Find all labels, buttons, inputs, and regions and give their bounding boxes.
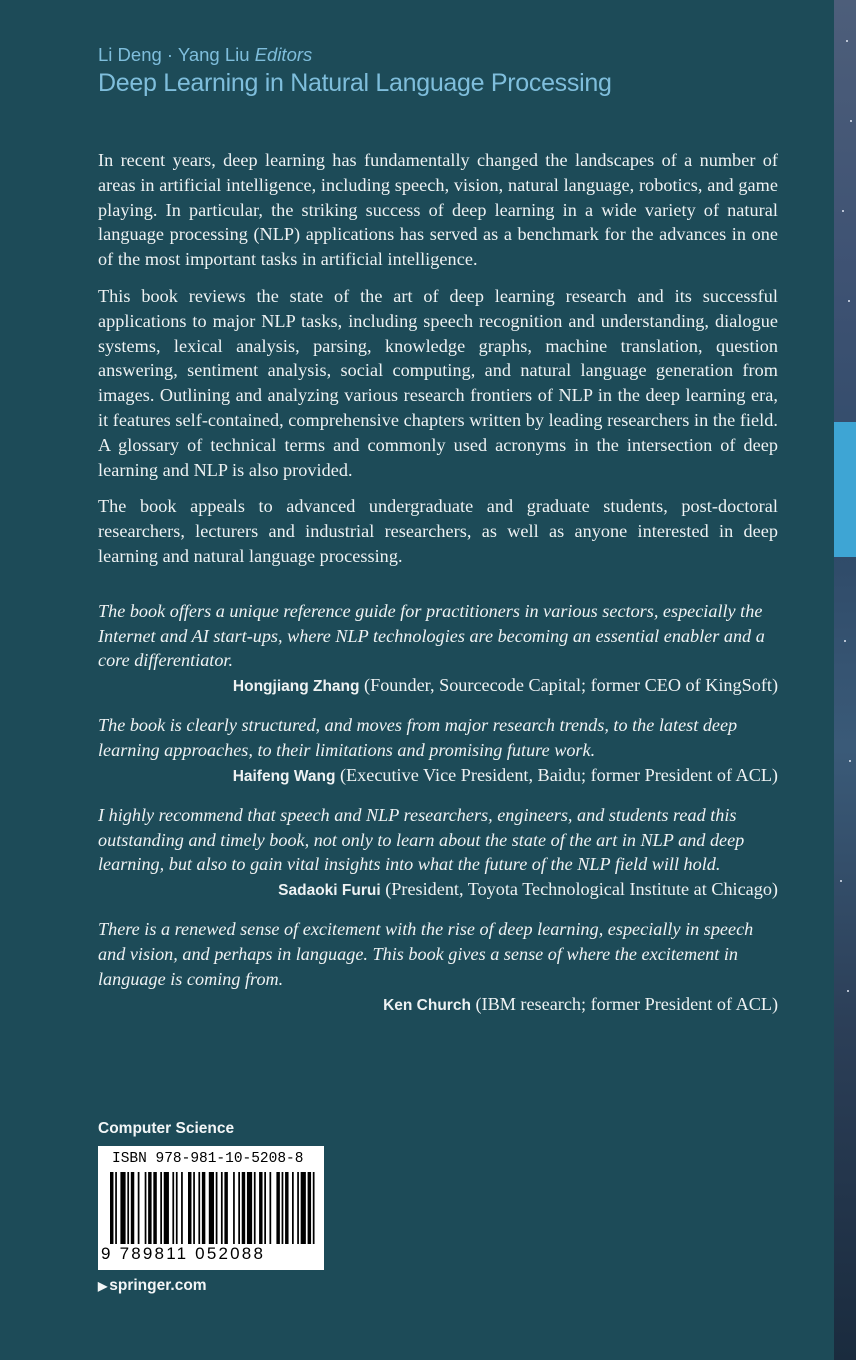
barcode-bar bbox=[148, 1172, 151, 1244]
barcode-box bbox=[98, 1146, 324, 1270]
editor-names: Li Deng · Yang Liu bbox=[98, 44, 250, 65]
star bbox=[842, 210, 844, 212]
barcode-bar bbox=[120, 1172, 125, 1244]
endorser-name: Hongjiang Zhang bbox=[232, 678, 360, 696]
barcode-bar bbox=[254, 1172, 256, 1244]
star bbox=[840, 880, 842, 882]
star bbox=[847, 990, 849, 992]
endorser-affiliation: (IBM research; former President of ACL) bbox=[475, 993, 778, 1014]
barcode-bar bbox=[242, 1172, 245, 1244]
barcode-bar bbox=[172, 1172, 174, 1244]
endorsement bbox=[98, 917, 778, 1017]
barcode-bar bbox=[153, 1172, 156, 1244]
barcode-bar bbox=[160, 1172, 162, 1244]
barcode-bar bbox=[127, 1172, 129, 1244]
star bbox=[850, 120, 852, 122]
endorser-name: Ken Church bbox=[383, 996, 471, 1014]
website-text: springer.com bbox=[109, 1277, 207, 1294]
barcode-bar bbox=[209, 1172, 214, 1244]
barcode-bar bbox=[269, 1172, 271, 1244]
endorsement-text: There is a renewed sense of excitement with the rise of deep learning, especially in speech and vision, and perhaps in language. This book gives a sense of where the excitement in language is coming from. bbox=[98, 919, 754, 989]
barcode-bar bbox=[181, 1172, 183, 1244]
barcode-bar bbox=[115, 1172, 117, 1244]
endorser-name: Haifeng Wang bbox=[232, 767, 336, 785]
barcode-bar bbox=[313, 1172, 315, 1244]
barcode-bar bbox=[282, 1172, 284, 1244]
endorsement-attribution bbox=[98, 673, 778, 699]
endorsement bbox=[98, 803, 778, 903]
endorser-affiliation: (Executive Vice President, Baidu; former President of ACL) bbox=[340, 764, 778, 785]
editors-line bbox=[98, 44, 612, 66]
barcode-bar bbox=[264, 1172, 266, 1244]
barcode-bar bbox=[292, 1172, 294, 1244]
star bbox=[849, 760, 851, 762]
barcode-bar bbox=[247, 1172, 252, 1244]
star bbox=[846, 40, 848, 42]
edge-accent-bar bbox=[834, 422, 856, 557]
barcode-bar bbox=[164, 1172, 169, 1244]
endorsements bbox=[98, 599, 778, 1018]
book-title: Deep Learning in Natural Language Processing bbox=[98, 69, 612, 97]
barcode-bar bbox=[138, 1172, 140, 1244]
description bbox=[98, 148, 778, 1032]
barcode-bar bbox=[308, 1172, 311, 1244]
barcode-bar bbox=[198, 1172, 200, 1244]
barcode-bar bbox=[285, 1172, 288, 1244]
barcode-digits: 9 789811 052088 bbox=[101, 1244, 266, 1263]
barcode-bar bbox=[131, 1172, 134, 1244]
description-paragraph: This book reviews the state of the art of deep learning research and its successful applications to major NLP tasks, including speech recognition and understanding, dialogue systems, lexical analysis, parsing, knowledge graphs, machine translation, question answering, sentiment analysis, social computing, and natural language generation from images. Outlining and analyzing various research frontiers of NLP in the deep learning era, it features self-contained, comprehensive chapters written by leading researchers in the field. A glossary of technical terms and commonly used acronyms in the intersection of deep learning and NLP is also provided. bbox=[98, 285, 778, 480]
header bbox=[98, 44, 612, 98]
endorsement-text: The book is clearly structured, and moves from major research trends, to the latest deep learning approaches, to their limitations and promising future work. bbox=[98, 715, 738, 760]
endorsement-attribution bbox=[98, 992, 778, 1018]
star bbox=[848, 300, 850, 302]
barcode-bar bbox=[202, 1172, 205, 1244]
barcode-bar bbox=[145, 1172, 147, 1244]
barcode-bar bbox=[301, 1172, 306, 1244]
barcode-icon bbox=[110, 1172, 318, 1244]
barcode-bar bbox=[238, 1172, 240, 1244]
endorsement-attribution bbox=[98, 877, 778, 903]
barcode-bar bbox=[110, 1172, 113, 1244]
endorser-affiliation: (Founder, Sourcecode Capital; former CEO of KingSoft) bbox=[364, 675, 778, 696]
endorsement-text: I highly recommend that speech and NLP researchers, engineers, and students read this outstanding and timely book, not only to learn about the state of the art in NLP and deep learning, but also to gain vital insights into what the future of the NLP field will hold. bbox=[98, 804, 745, 875]
arrow-right-icon: ▶ bbox=[98, 1279, 108, 1293]
editors-role: Editors bbox=[254, 44, 313, 65]
star bbox=[844, 640, 846, 642]
endorsement-attribution bbox=[98, 763, 778, 789]
isbn-text: ISBN 978-981-10-5208-8 bbox=[112, 1151, 304, 1167]
website-link[interactable] bbox=[98, 1277, 207, 1295]
endorsement-text: The book offers a unique reference guide for practitioners in various sectors, especially the Internet and AI start-ups, where NLP technologies are becoming an essential enabler and a core differentiator. bbox=[98, 600, 765, 671]
description-paragraph: In recent years, deep learning has fundamentally changed the landscapes of a number of areas in artificial intelligence, including speech, vision, natural language, robotics, and game playing. In particular, the striking success of deep learning in a wide variety of natural language processing (NLP) applications has served as a benchmark for the advances in one of the most important tasks in artificial intelligence. bbox=[98, 150, 778, 270]
endorsement bbox=[98, 713, 778, 789]
barcode-bar bbox=[193, 1172, 195, 1244]
endorser-name: Sadaoki Furui bbox=[278, 882, 381, 900]
barcode-bar bbox=[176, 1172, 178, 1244]
barcode-bar bbox=[233, 1172, 235, 1244]
barcode-bar bbox=[221, 1172, 223, 1244]
cover-edge-strip bbox=[834, 0, 856, 1360]
subject-category: Computer Science bbox=[98, 1120, 235, 1137]
description-paragraph: The book appeals to advanced undergraduate and graduate students, post-doctoral researchers, lecturers and industrial researchers, as well as anyone interested in deep learning and natural language processing. bbox=[98, 496, 778, 566]
endorsement bbox=[98, 599, 778, 699]
barcode-bar bbox=[297, 1172, 299, 1244]
barcode-bar bbox=[259, 1172, 262, 1244]
barcode-bar bbox=[216, 1172, 218, 1244]
barcode-bar bbox=[276, 1172, 279, 1244]
barcode-bar bbox=[224, 1172, 227, 1244]
endorser-affiliation: (President, Toyota Technological Institute at Chicago) bbox=[385, 879, 778, 900]
barcode-bar bbox=[188, 1172, 191, 1244]
